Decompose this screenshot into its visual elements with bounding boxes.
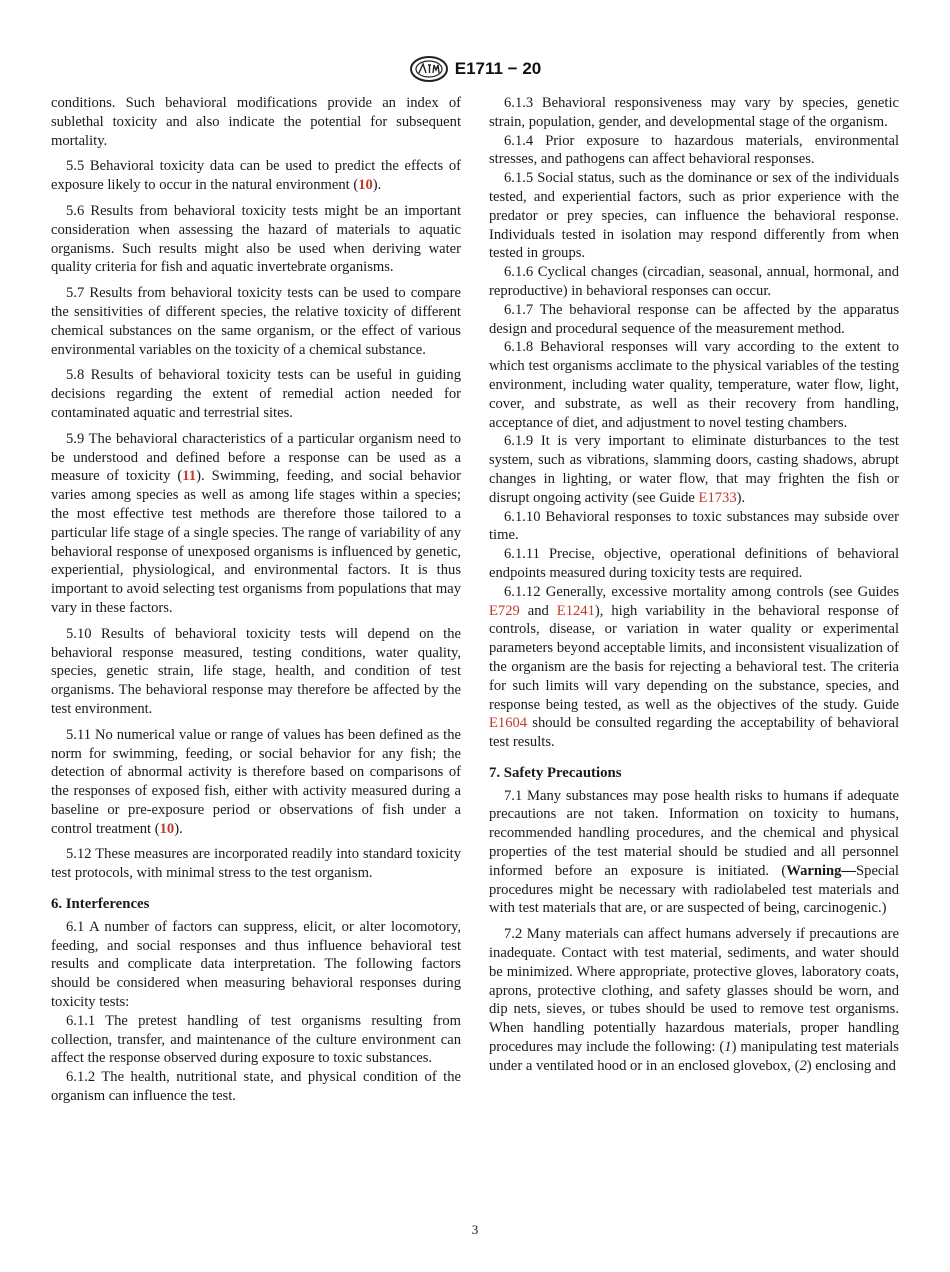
left-column	[51, 94, 461, 1106]
guide-link[interactable]: E729	[489, 602, 520, 619]
reference-link[interactable]: 10	[159, 820, 175, 837]
section-5-9: 5.9 The behavioral characteristics of a particular organism need to be understood and defined before a response can be used as a measure of toxicity (11). Swimming, feeding, and social behavior varies among species as well as among life stages within a species; the most effective test methods are therefore those tailored to a particular life stage of a single species. The range of variability of any behavioral response of unexposed organisms is influenced by genetic, experiential, physiological, and environmental factors. It is thus important to avoid selecting test organisms from populations that may vary in these factors.	[51, 430, 461, 616]
section-5-5: 5.5 Behavioral toxicity data can be used to predict the effects of exposure likely to occur in the natural environment (10).	[51, 158, 461, 194]
section-5-12: 5.12 These measures are incorporated readily into standard toxicity test protocols, with minimal stress to the test organism.	[51, 846, 461, 882]
section-6-1-3: 6.1.3 Behavioral responsiveness may vary by species, genetic strain, population, gender, and developmental stage of the organism.	[489, 95, 899, 130]
reference-link[interactable]: 10	[358, 177, 373, 194]
section-6-1: 6.1 A number of factors can suppress, elicit, or alter locomotory, feeding, and social responses and thus influence behavioral test results and complicate data interpretation. The following factors should be considered when measuring behavioral responses during toxicity tests:	[51, 918, 461, 1011]
section-5-10: 5.10 Results of behavioral toxicity tests will depend on the behavioral response measured, testing conditions, water quality, species, genetic strain, life stage, health, and condition of test organisms. The behavioral response may therefore be affected by the test environment.	[51, 625, 461, 717]
right-column	[489, 94, 899, 1083]
page-header	[0, 54, 950, 84]
section-7-2: 7.2 Many materials can affect humans adversely if precautions are inadequate. Contact with test material, sediments, and water should be minimized. Where appropriate, protective gloves, laboratory coats, aprons, protective clothing, and safety glasses should be worn, and dip nets, sieves, or tubes should be used to remove test organisms. When handling potentially hazardous materials, proper handling procedures may include the following: (1) manipulating test materials under a ventilated hood or in an enclosed glovebox, (2) enclosing and	[489, 926, 899, 1074]
guide-link[interactable]: E1733	[698, 489, 737, 506]
guide-link[interactable]: E1604	[489, 715, 528, 732]
section-6-1-2: 6.1.2 The health, nutritional state, and physical condition of the organism can influence the test.	[51, 1069, 461, 1105]
section-6-1-11: 6.1.11 Precise, objective, operational definitions of behavioral endpoints measured during toxicity tests are required.	[489, 546, 899, 581]
section-6-1-12: 6.1.12 Generally, excessive mortality among controls (see Guides E729 and E1241), high variability in the behavioral response of controls, disease, or variation in water quality or experimental parameters beyond acceptable limits, and inconsistent visualization of the organism are the basis for rejecting a behavioral test. The criteria for such limits will vary depending on the substance, species, and response being tested, as well as the objectives of the study. Guide E1604 should be consulted regarding the acceptability of behavioral test results.	[489, 583, 899, 751]
section-6-1-5: 6.1.5 Social status, such as the dominance or sex of the individuals tested, and experiential factors, such as prior experience with the predator or prey species, can influence the behavioral response. Individuals tested in isolation may respond differently from when tested in groups.	[489, 170, 899, 262]
section-6-1-4: 6.1.4 Prior exposure to hazardous materials, environmental stresses, and pathogens can affect behavioral responses.	[489, 132, 899, 168]
section-6-1-10: 6.1.10 Behavioral responses to toxic substances may subside over time.	[489, 508, 899, 544]
section-6-1-9: 6.1.9 It is very important to eliminate disturbances to the test system, such as vibrations, slamming doors, casting shadows, abrupt changes in lighting, or water flow, that may frighten the fish or disrupt ongoing activity (see Guide E1733).	[489, 433, 899, 506]
section-5-11: 5.11 No numerical value or range of values has been defined as the norm for swimming, feeding, or social behavior for any fish; the detection of abnormal activity is therefore based on comparisons of the responses of exposed fish, either with activity measured during a baseline or pre-exposure period or observations of fish under a control treatment (10).	[51, 726, 461, 837]
section-5-6: 5.6 Results from behavioral toxicity tests might be an important consideration when assessing the hazard of materials to aquatic organisms. Such results might also be used when deriving water quality criteria for fish and aquatic invertebrate organisms.	[51, 202, 461, 276]
guide-link[interactable]: E1241	[556, 602, 595, 619]
astm-logo-icon	[409, 55, 449, 83]
section-6-1-7: 6.1.7 The behavioral response can be affected by the apparatus design and procedural sequence of the measurement method.	[489, 301, 899, 337]
section-heading-7: 7. Safety Precautions	[489, 764, 622, 781]
section-7-1: 7.1 Many substances may pose health risks to humans if adequate precautions are not taken. Information on toxicity to humans, recommended handling procedures, and the chemical and physical properties of the test material should be studied and all personnel informed before an exposure is initiated. (Warning—Special procedures might be necessary with radiolabeled test materials and with test materials that are, or are suspected of being, carcinogenic.)	[489, 787, 899, 917]
section-6-1-1: 6.1.1 The pretest handling of test organisms resulting from collection, transfer, and maintenance of the culture environment can affect the response observed during exposure to toxic substances.	[51, 1012, 461, 1067]
document-id: E1711 − 20	[454, 59, 542, 78]
paragraph-continuation: conditions. Such behavioral modifications provide an index of sublethal toxicity and also indicate the potential for subsequent mortality.	[51, 95, 461, 149]
section-heading-6: 6. Interferences	[51, 896, 150, 913]
reference-link[interactable]: 11	[182, 468, 197, 485]
page-number: 3	[471, 1222, 479, 1237]
section-5-8: 5.8 Results of behavioral toxicity tests can be useful in guiding decisions regarding the extent of remedial action needed for contaminated aquatic and terrestrial sites.	[51, 367, 461, 421]
section-6-1-6: 6.1.6 Cyclical changes (circadian, seasonal, annual, hormonal, and reproductive) in behavioral responses can occur.	[489, 264, 899, 299]
warning-label: Warning—	[786, 862, 857, 879]
section-5-7: 5.7 Results from behavioral toxicity tests can be used to compare the sensitivities of different species, the relative toxicity of different chemical substances on the same organism, or the effect of various environmental variables on the toxicity of a chemical substance.	[51, 285, 461, 358]
section-6-1-8: 6.1.8 Behavioral responses will vary according to the extent to which test organisms acclimate to the physical variables of the testing environment, including water quality, temperature, water flow, light, cover, and substrate, as well as their recovery from handling, acceptance of diet, and adjustment to novel testing chambers.	[489, 339, 899, 431]
